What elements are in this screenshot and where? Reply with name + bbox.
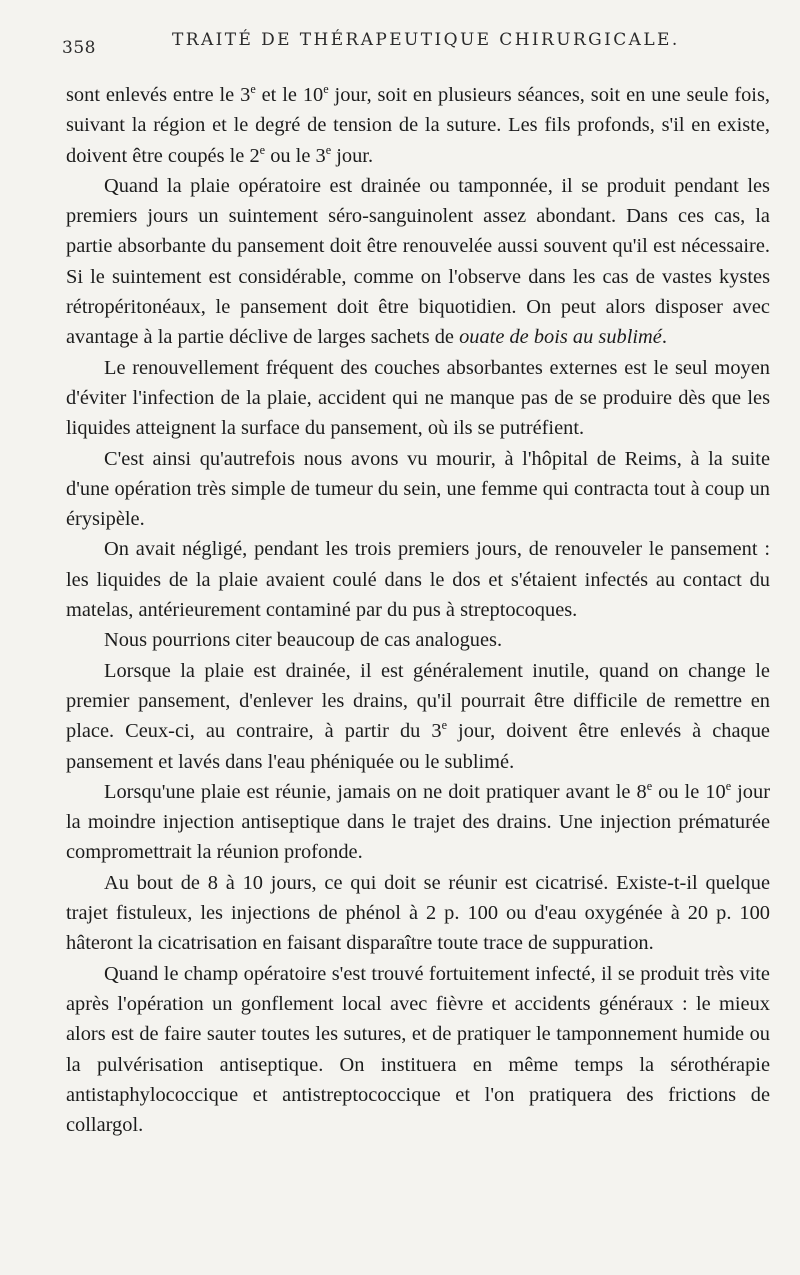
ordinal-suffix: e (259, 142, 266, 157)
ordinal-suffix: e (725, 779, 732, 794)
ordinal-suffix: e (441, 718, 448, 733)
paragraph-2-italic: ouate de bois au sublimé (459, 326, 662, 349)
paragraph-8-text-c: jour la moindre injection antiseptique dans le trajet des drains. Une injection prématurée compromettrait la réunion profonde. (66, 780, 770, 864)
paragraph-1-text-c: jour, soit en plusieurs séances, soit en une seule fois, suivant la région et le degré de tension de la suture. Les fils profonds, s'il en existe, doivent être coupés le 2 (66, 84, 770, 167)
paragraph-3: Le renouvellement fréquent des couches absorbantes externes est le seul moyen d'éviter l'infection de la plaie, accident qui ne manque pas de se produire dès que les liquides atteignent la surface du pansement, où ils se putréfient. (66, 356, 770, 440)
paragraph-8-text-b: ou le 10 (652, 780, 726, 803)
paragraph-7-text-a: Lorsque la plaie est drainée, il est généralement inutile, quand on change le premier pansement, d'enlever les drains, qu'il pourrait être difficile de remettre en place. Ceux-ci, au contraire, à partir du 3 (66, 659, 770, 743)
running-head (62, 24, 770, 58)
paragraph-7 (66, 656, 770, 777)
paragraph-2-text-a: Quand la plaie opératoire est drainée ou tamponnée, il se produit pendant les premiers jours un suintement séro-sanguinolent assez abondant. Dans ces cas, la partie absorbante du pansement doit être renouvelée aussi souvent qu'il est nécessaire. Si le suintement est considérable, comme on l'observe dans les cas de vastes kystes rétropéritonéaux, le pansement doit être biquotidien. On peut alors disposer avec avantage à la partie déclive de larges sachets de (66, 174, 770, 349)
ordinal-suffix: e (323, 82, 329, 97)
ordinal-suffix: e (325, 142, 332, 157)
paragraph-8-text-a: Lorsqu'une plaie est réunie, jamais on ne doit pratiquer avant le 8 (104, 780, 647, 803)
ordinal-suffix: e (646, 779, 653, 794)
paragraph-8 (66, 777, 770, 868)
paragraph-9: Au bout de 8 à 10 jours, ce qui doit se réunir est cicatrisé. Existe-t-il quelque trajet fistuleux, les injections de phénol à 2 p. 100 ou d'eau oxygénée à 20 p. 100 hâteront la cicatrisation en faisant disparaître toute trace de suppuration. (66, 871, 770, 955)
running-title: TRAITÉ DE THÉRAPEUTIQUE CHIRURGICALE. (172, 30, 680, 50)
paragraph-6: Nous pourrions citer beaucoup de cas analogues. (104, 629, 503, 652)
paragraph-1 (66, 80, 770, 171)
paragraph-2 (66, 171, 770, 353)
page-number: 358 (62, 38, 96, 58)
paragraph-4: C'est ainsi qu'autrefois nous avons vu mourir, à l'hôpital de Reims, à la suite d'une opération très simple de tumeur du sein, une femme qui contracta tout à coup un érysipèle. (66, 447, 770, 531)
paragraph-1-text-a: sont enlevés entre le 3 (66, 84, 251, 106)
paragraph-1-text-d: ou le 3 (265, 144, 326, 167)
body-text (66, 80, 770, 1140)
paragraph-10: Quand le champ opératoire s'est trouvé fortuitement infecté, il se produit très vite après l'opération un gonflement local avec fièvre et accidents généraux : le mieux alors est de faire sauter toutes les sutures, et de pratiquer le tamponnement humide ou la pulvérisation antiseptique. On instituera en même temps la sérothérapie antistaphylococcique et antistreptococcique et l'on pratiquera des frictions de collargol. (66, 962, 770, 1137)
paragraph-1-text-b: et le 10 (255, 84, 324, 106)
paragraph-2-text-b: . (661, 326, 667, 349)
paragraph-5: On avait négligé, pendant les trois premiers jours, de renouveler le pansement : les liquides de la plaie avaient coulé dans le dos et s'étaient infectés au contact du matelas, antérieurement contaminé par du pus à streptocoques. (66, 538, 770, 622)
paragraph-1-text-e: jour. (331, 144, 374, 167)
paragraph-7-text-b: jour, doivent être enlevés à chaque pansement et lavés dans l'eau phéniquée ou le sublimé. (66, 720, 770, 773)
ordinal-suffix: e (250, 82, 256, 97)
